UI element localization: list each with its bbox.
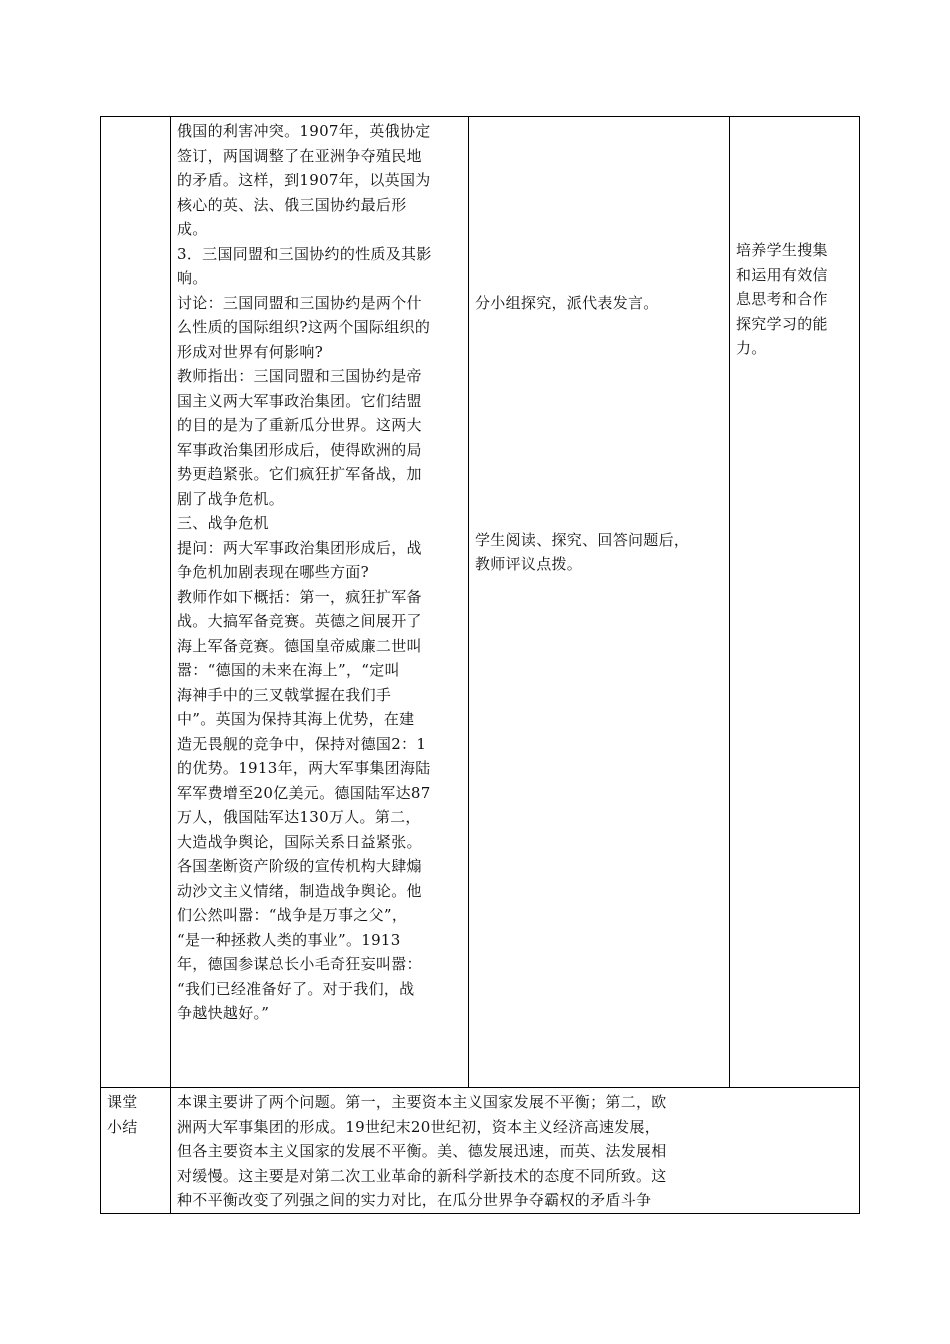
student-activity: 分小组探究，派代表发言。: [475, 294, 659, 312]
content-paragraph: 讨论：三国同盟和三国协约是两个什 么性质的国际组织?这两个国际组织的 形成对世界有何影响?: [177, 293, 431, 361]
activity-cell: [469, 117, 730, 1088]
content-cell: [171, 117, 469, 1088]
summary-content-cell: [171, 1088, 860, 1214]
summary-label-cell: [101, 1088, 171, 1214]
student-activity: 学生阅读、探究、回答问题后， 教师评议点拨。: [475, 530, 690, 573]
main-row: [101, 117, 860, 1088]
content-paragraph: 俄国的利害冲突。1907年，英俄协定 签订，两国调整了在亚洲争夺殖民地 的矛盾。这样，到1907年，以英国为 核心的英、法、俄三国协约最后形 成。: [177, 122, 431, 238]
summary-label: 课堂 小结: [107, 1093, 138, 1136]
intent-cell: [730, 117, 860, 1088]
design-intent: 培养学生搜集 和运用有效信 息思考和合作 探究学习的能 力。: [736, 241, 828, 357]
content-paragraph: 教师作如下概括：第一，疯狂扩军备 战。大搞军备竞赛。英德之间展开了 海上军备竞赛。德国皇帝威廉二世叫 嚣：“德国的未来在海上”，“定叫 海神手中的三叉戟掌握在我们手 中”。英国为保持其海上优势，在建 造无畏舰的竞争中，保持对德国2：1 的优势。1913年，两大军事集团海陆 军军费增至20亿美元。德国陆军达87 万人，俄国陆军达130万人。第二， 大造战争舆论，国际关系日益紧张。 各国垄断资产阶级的宣传机构大肆煽 动沙文主义情绪，制造战争舆论。他 们公然叫嚣：“战争是万事之父”， “是一种拯救人类的事业”。1913 年，德国参谋总长小毛奇狂妄叫嚣： “我们已经准备好了。对于我们，战 争越快越好。”: [177, 587, 431, 1022]
section-heading: 三、战争危机: [177, 514, 269, 532]
summary-row: [101, 1088, 860, 1214]
label-cell: [101, 117, 171, 1088]
content-paragraph: 提问：两大军事政治集团形成后，战 争危机加剧表现在哪些方面?: [177, 538, 422, 581]
content-paragraph: 3．三国同盟和三国协约的性质及其影 响。: [177, 244, 432, 287]
content-paragraph: 教师指出：三国同盟和三国协约是帝 国主义两大军事政治集团。它们结盟 的目的是为了重新瓜分世界。这两大 军事政治集团形成后，使得欧洲的局 势更趋紧张。它们疯狂扩军备战，加 剧了战争危机。: [177, 367, 422, 508]
lesson-plan-table: [100, 116, 860, 1214]
summary-text: 本课主要讲了两个问题。第一，主要资本主义国家发展不平衡；第二，欧 洲两大军事集团的形成。19世纪末20世纪初，资本主义经济高速发展， 但各主要资本主义国家的发展不平衡。美、德发展迅速，而英、法发展相 对缓慢。这主要是对第二次工业革命的新科学新技术的态度不同所致。这 种不平衡改变了列强之间的实力对比，在瓜分世界争夺霸权的矛盾斗争: [177, 1093, 667, 1209]
